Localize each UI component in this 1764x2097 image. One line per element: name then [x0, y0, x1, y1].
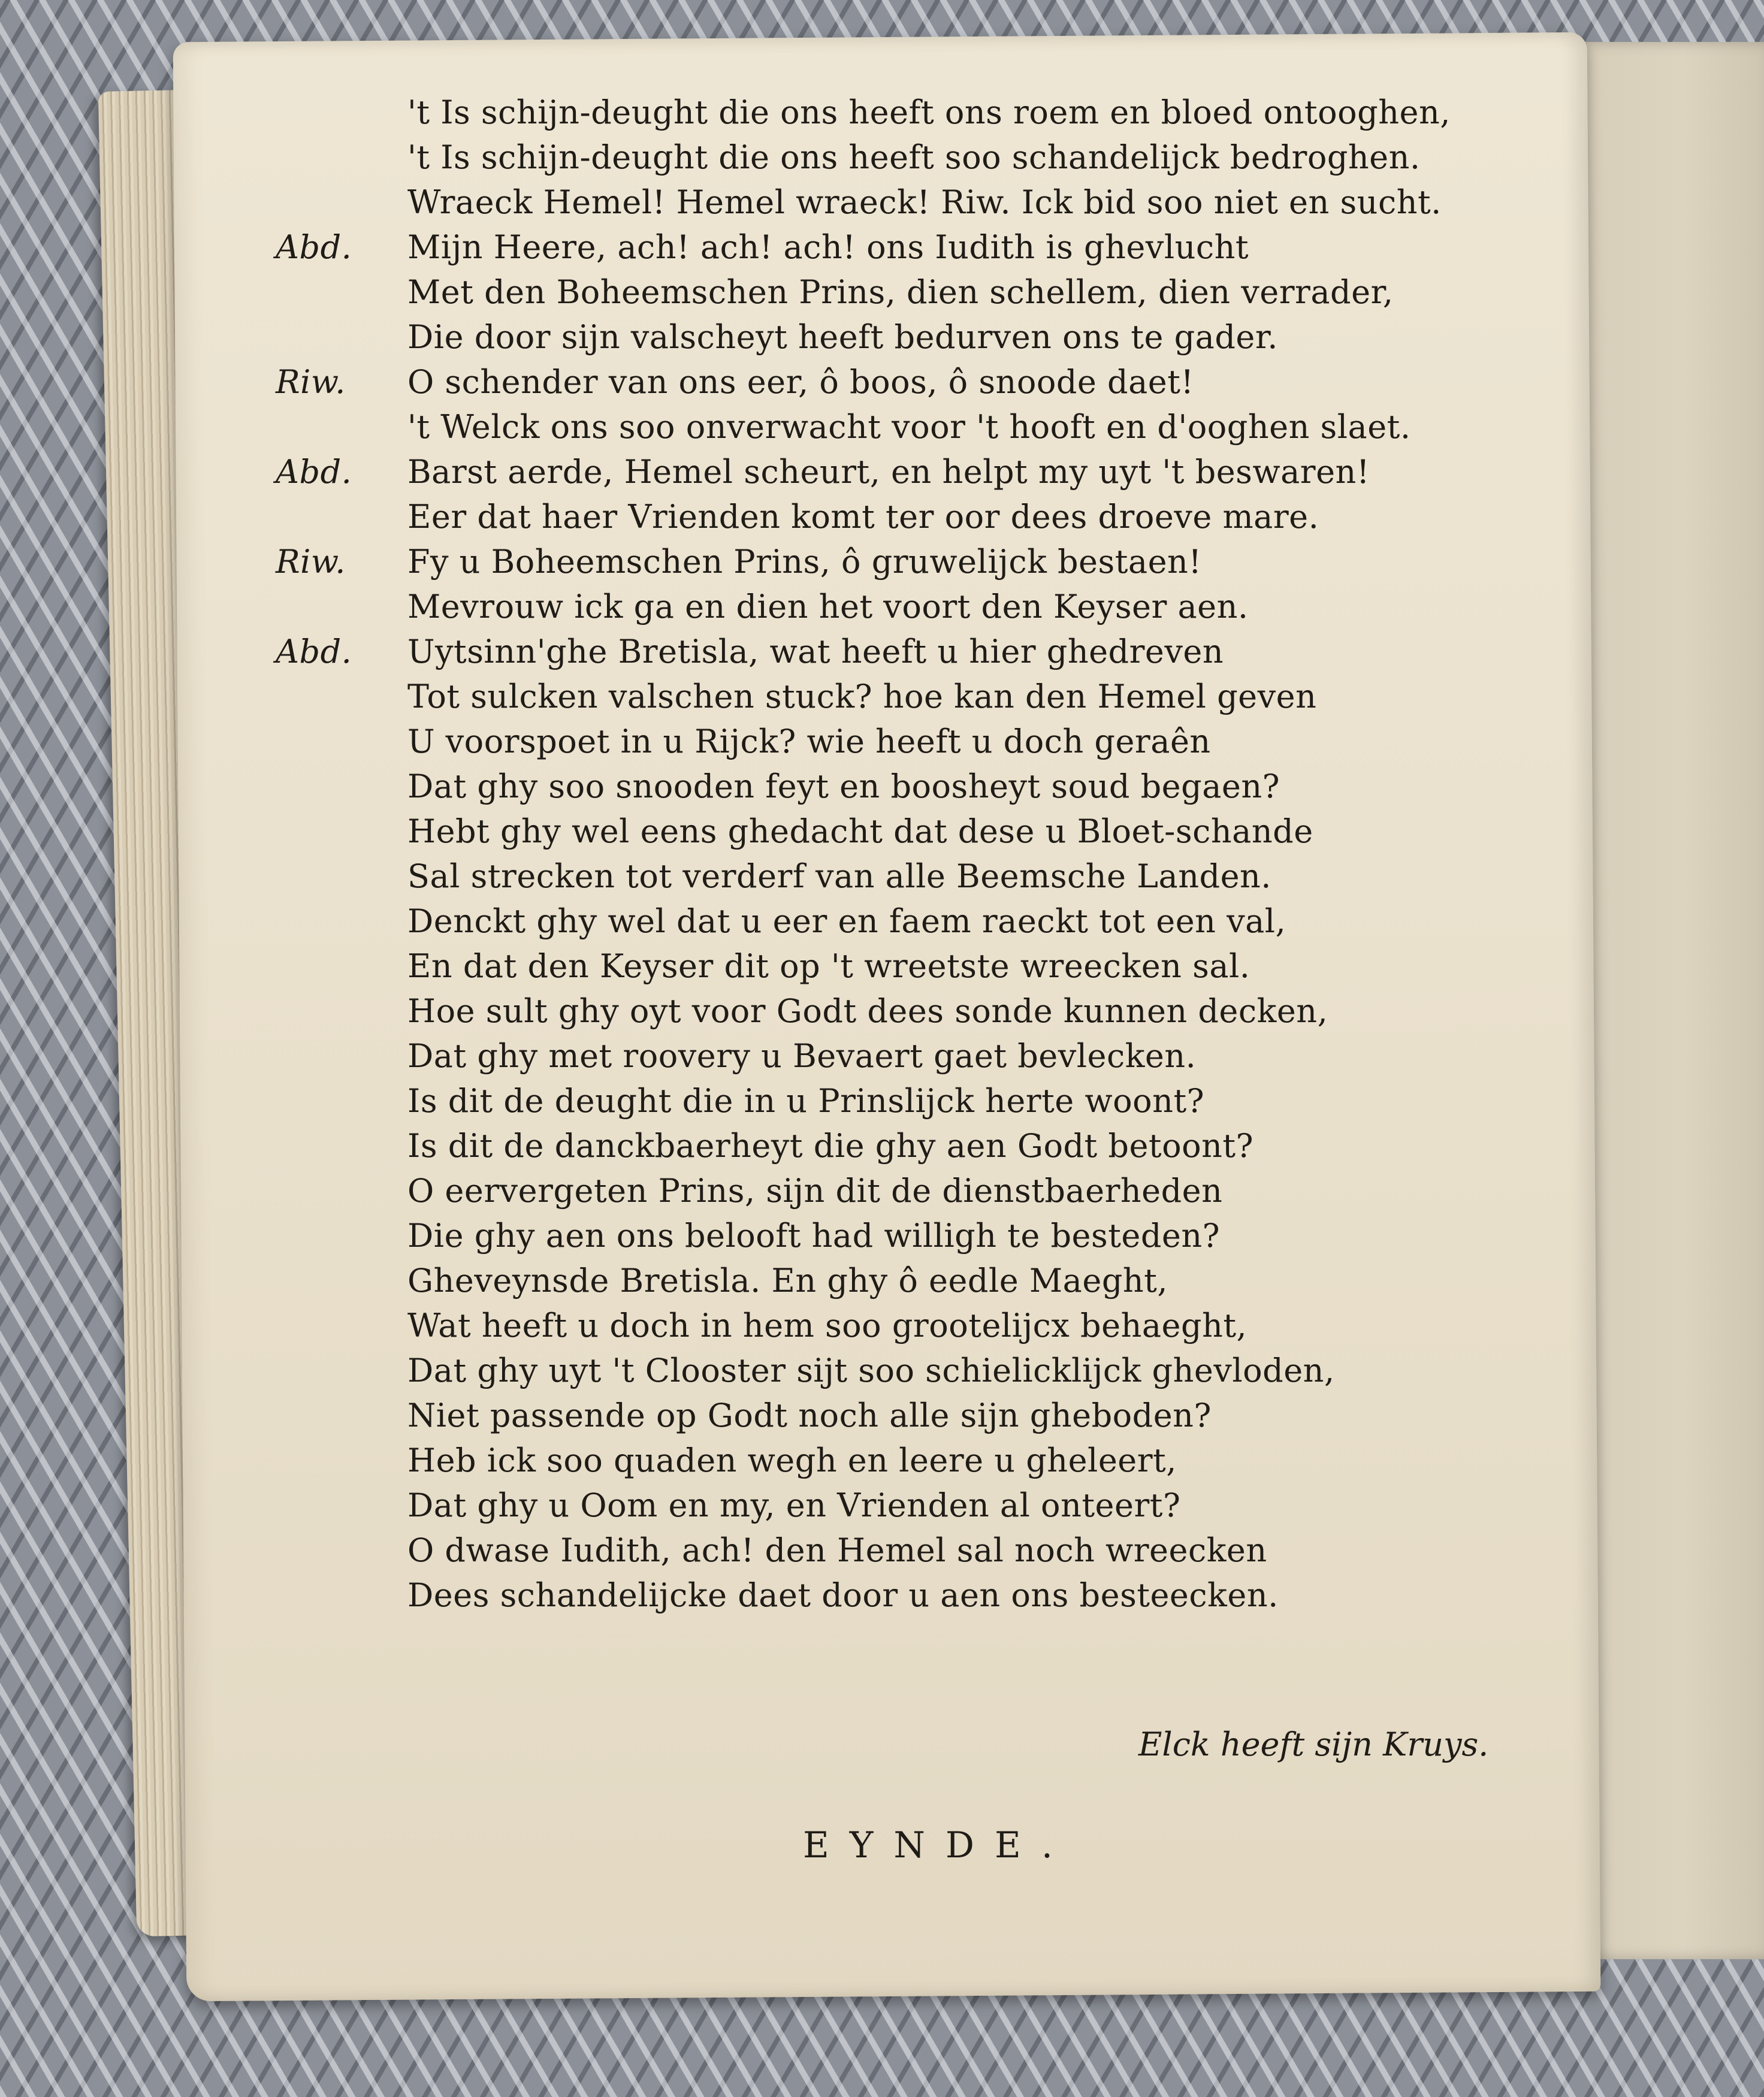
verse-text: Wat heeft u doch in hem soo grootelijcx behaeght,: [407, 1307, 1248, 1344]
verse-text: Met den Boheemschen Prins, dien schellem, dien verrader,: [407, 273, 1394, 311]
verse-text: 't Welck ons soo onverwacht voor 't hooft en d'ooghen slaet.: [407, 408, 1411, 446]
verse-line: [407, 180, 1558, 225]
verse-text: Barst aerde, Hemel scheurt, en helpt my uyt 't beswaren!: [407, 453, 1370, 491]
verse-line: [407, 674, 1558, 719]
verse-text: Is dit de deught die in u Prinslijck herte woont?: [407, 1082, 1205, 1120]
verse-line: [407, 90, 1558, 135]
verse-text: Uytsinn'ghe Bretisla, wat heeft u hier ghedreven: [407, 633, 1224, 670]
verse-line: [407, 1528, 1558, 1573]
verse-line: [276, 225, 1558, 270]
verse-text: Hoe sult ghy oyt voor Godt dees sonde kunnen decken,: [407, 992, 1328, 1030]
verse-text: Dat ghy u Oom en my, en Vrienden al onteert?: [407, 1486, 1181, 1524]
speaker-label: Riw.: [276, 543, 346, 581]
verse-text: Dees schandelijcke daet door u aen ons besteecken.: [407, 1576, 1279, 1614]
verse-line: [407, 270, 1558, 315]
speaker-label: Abd.: [276, 228, 352, 266]
verse-line: [407, 854, 1558, 899]
verse-text: Wraeck Hemel! Hemel wraeck! Riw. Ick bid soo niet en sucht.: [407, 183, 1442, 221]
verse-line: [407, 494, 1558, 539]
verse-text: 't Is schijn-deught die ons heeft soo schandelijck bedroghen.: [407, 138, 1421, 176]
verse-line: [407, 404, 1558, 449]
verse-line: [407, 764, 1558, 809]
verse-line: [407, 1348, 1558, 1393]
verse-line: [407, 719, 1558, 764]
verse-line: [276, 449, 1558, 494]
verse-text: Die door sijn valscheyt heeft bedurven ons te gader.: [407, 318, 1278, 356]
motto: Elck heeft sijn Kruys.: [1138, 1726, 1489, 1763]
verse-text: Hebt ghy wel eens ghedacht dat dese u Bloet-schande: [407, 812, 1313, 850]
verse-line: [407, 1078, 1558, 1123]
verse-line: [407, 584, 1558, 629]
verse-text: 't Is schijn-deught die ons heeft ons roem en bloed ontooghen,: [407, 93, 1451, 131]
verse-line: [407, 135, 1558, 180]
verse-line: [407, 1258, 1558, 1303]
verse-text: Die ghy aen ons belooft had willigh te besteden?: [407, 1217, 1221, 1255]
verse-text: Mijn Heere, ach! ach! ach! ons Iudith is ghevlucht: [407, 228, 1249, 266]
verse-line: [407, 809, 1558, 854]
verse-line: [407, 1483, 1558, 1528]
verse-line: [407, 1168, 1558, 1213]
verse-line: [407, 944, 1558, 989]
verse-line: [407, 1213, 1558, 1258]
verse-text: Heb ick soo quaden wegh en leere u gheleert,: [407, 1442, 1177, 1479]
verse-line: [276, 539, 1558, 584]
verse-text: O schender van ons eer, ô boos, ô snoode daet!: [407, 363, 1194, 401]
verse-text: Dat ghy met roovery u Bevaert gaet bevlecken.: [407, 1037, 1197, 1075]
verse-line: [407, 989, 1558, 1034]
end-mark: EYNDE.: [803, 1824, 1073, 1866]
verse-text: Fy u Boheemschen Prins, ô gruwelijck bestaen!: [407, 543, 1202, 581]
verse-line: [407, 899, 1558, 944]
verse-text: Dat ghy soo snooden feyt en boosheyt soud begaen?: [407, 768, 1280, 805]
verse-text: En dat den Keyser dit op 't wreetste wreecken sal.: [407, 947, 1250, 985]
verse-text: Gheveynsde Bretisla. En ghy ô eedle Maeght,: [407, 1262, 1168, 1300]
verse-text: Is dit de danckbaerheyt die ghy aen Godt betoont?: [407, 1127, 1254, 1165]
verse-text: O dwase Iudith, ach! den Hemel sal noch wreecken: [407, 1531, 1267, 1569]
verse-line: [407, 315, 1558, 359]
verse-text: U voorspoet in u Rijck? wie heeft u doch geraên: [407, 723, 1211, 760]
speaker-label: Abd.: [276, 453, 352, 491]
verse-text: O eervergeten Prins, sijn dit de dienstbaerheden: [407, 1172, 1223, 1210]
poem-text: [276, 90, 1558, 1618]
verse-line: [407, 1573, 1558, 1618]
speaker-label: Abd.: [276, 633, 352, 670]
verse-line: [407, 1034, 1558, 1078]
verse-text: Dat ghy uyt 't Clooster sijt soo schielicklijck ghevloden,: [407, 1352, 1335, 1389]
verse-line: [407, 1438, 1558, 1483]
speaker-label: Riw.: [276, 363, 346, 401]
verse-text: Tot sulcken valschen stuck? hoe kan den Hemel geven: [407, 678, 1317, 715]
verse-text: Denckt ghy wel dat u eer en faem raeckt tot een val,: [407, 902, 1286, 940]
verse-line: [276, 359, 1558, 404]
verse-line: [276, 629, 1558, 674]
verse-line: [407, 1123, 1558, 1168]
verse-line: [407, 1303, 1558, 1348]
verse-text: Eer dat haer Vrienden komt ter oor dees droeve mare.: [407, 498, 1319, 536]
verse-text: Sal strecken tot verderf van alle Beemsche Landen.: [407, 857, 1271, 895]
verse-line: [407, 1393, 1558, 1438]
verse-text: Niet passende op Godt noch alle sijn gheboden?: [407, 1397, 1212, 1434]
verse-text: Mevrouw ick ga en dien het voort den Keyser aen.: [407, 588, 1249, 626]
